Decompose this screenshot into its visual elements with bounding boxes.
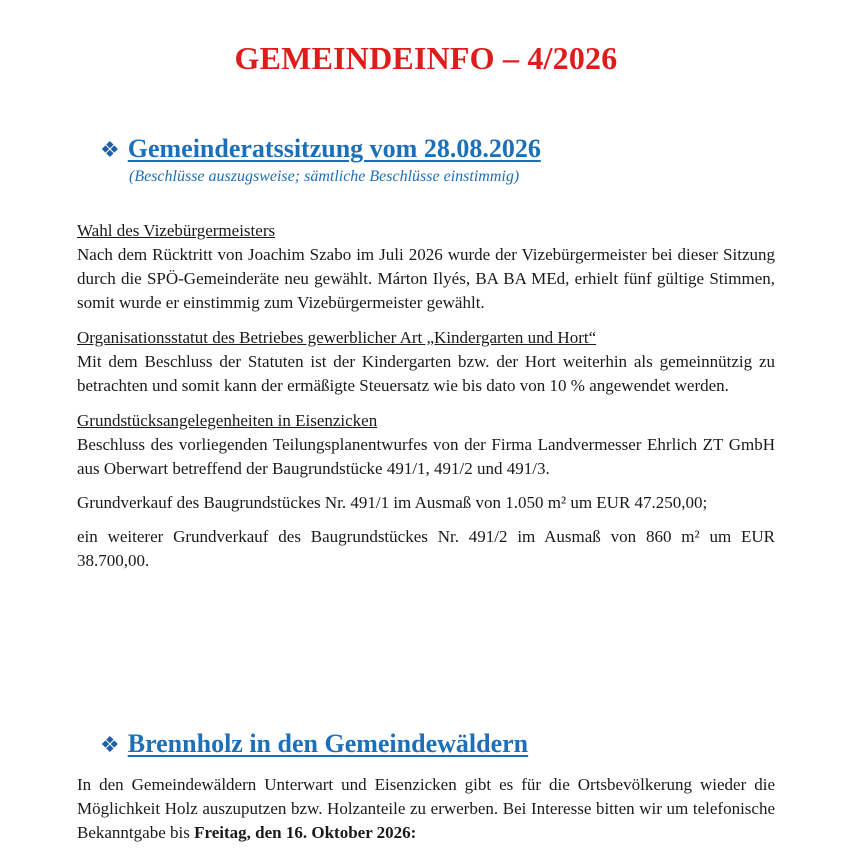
page-title: GEMEINDEINFO – 4/2026 (234, 40, 618, 76)
brennholz-text: In den Gemeindewäldern Unterwart und Eisenzicken gibt es für die Ortsbevölkerung wieder die Möglichkeit Holz auszuputzen bzw. Holzanteile zu erwerben. Bei Interesse bitten wir um telefonische Bekanntgabe bis (77, 775, 775, 842)
subheading-grundstuecke: Grundstücksangelegenheiten in Eisenzicken (77, 411, 378, 430)
paragraph-vizebuergermeister: Nach dem Rücktritt von Joachim Szabo im Juli 2026 wurde der Vizebürgermeister bei dieser Sitzung durch die SPÖ-Gemeinderäte neu gewählt. Márton Ilyés, BA BA MEd, erhielt fünf gültige Stimmen, somit wurde er einstimmig zum Vizebürgermeister gewählt. (77, 245, 775, 312)
section-heading-gemeinderatssitzung (100, 134, 541, 164)
section-title: Gemeinderatssitzung vom 28.08.2026 (127, 134, 541, 163)
paragraph-grundverkauf-1: Grundverkauf des Baugrundstückes Nr. 491/1 im Ausmaß von 1.050 m² um EUR 47.250,00; (77, 493, 708, 512)
paragraph-brennholz (77, 773, 775, 845)
section-subtitle: (Beschlüsse auszugsweise; sämtliche Beschlüsse einstimmig) (129, 168, 520, 185)
diamond-bullet-icon: ❖ (100, 138, 120, 163)
paragraph-teilungsplan: Beschluss des vorliegenden Teilungsplanentwurfes von der Firma Landvermesser Ehrlich ZT GmbH aus Oberwart betreffend der Baugrundstücke 491/1, 491/2 und 491/3. (77, 435, 775, 478)
section-title: Brennholz in den Gemeindewäldern (127, 729, 529, 758)
deadline-text: Freitag, den 16. Oktober 2026: (194, 823, 417, 842)
section-body-brennholz (77, 773, 775, 845)
subheading-vizebuergermeister: Wahl des Vizebürgermeisters (77, 221, 276, 240)
paragraph-grundverkauf-2: ein weiterer Grundverkauf des Baugrundstückes Nr. 491/2 im Ausmaß von 860 m² um EUR 38.700,00. (77, 527, 775, 570)
section-body-gemeinderatssitzung (77, 219, 775, 573)
section-heading-brennholz (100, 729, 528, 759)
paragraph-organisationsstatut: Mit dem Beschluss der Statuten ist der Kindergarten bzw. der Hort weiterhin als gemeinnützig zu betrachten und somit kann der ermäßigte Steuersatz wie bis dato von 10 % angewendet werden. (77, 352, 775, 395)
diamond-bullet-icon: ❖ (100, 733, 120, 758)
subheading-organisationsstatut: Organisationsstatut des Betriebes gewerblicher Art „Kindergarten und Hort“ (77, 328, 597, 347)
